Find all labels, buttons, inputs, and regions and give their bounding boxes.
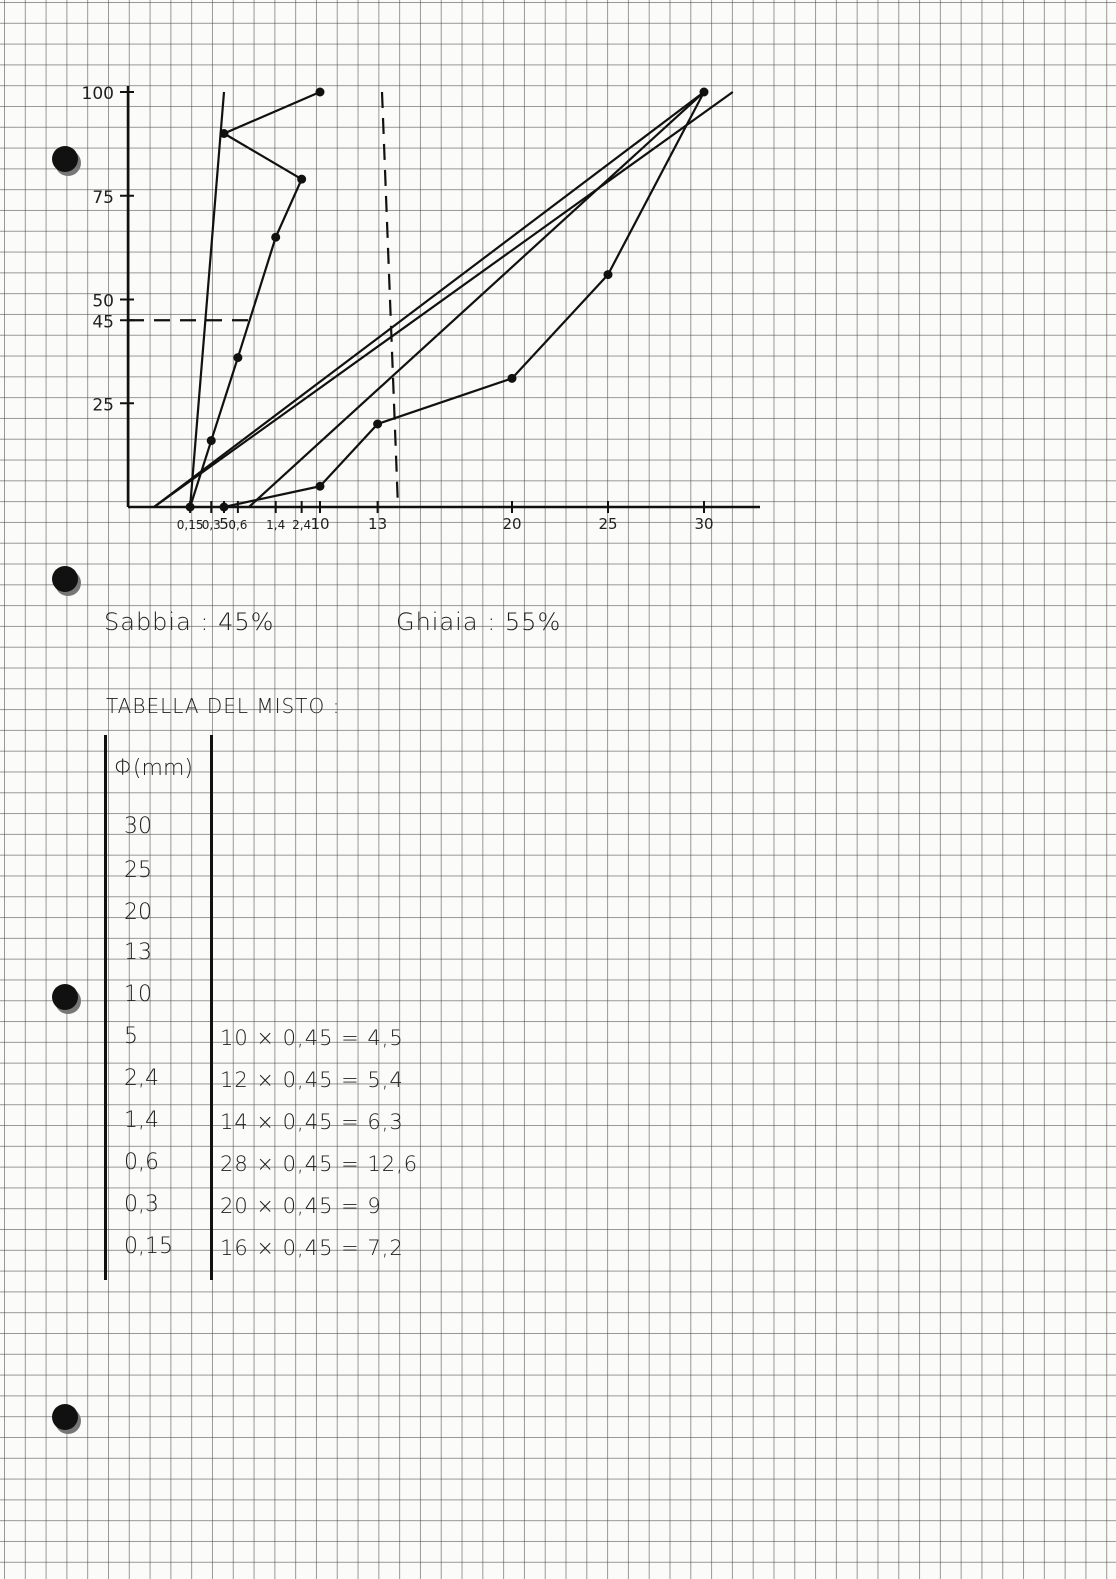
diameter-cell: 5 (124, 1024, 138, 1049)
product-cell: 14 × 0,45 = 6,3 (220, 1110, 404, 1134)
diameter-cell: 0,15 (124, 1234, 173, 1259)
diameter-cell: 20 (124, 900, 152, 925)
series-line-3 (190, 92, 224, 507)
table-title: TABELLA DEL MISTO : (106, 694, 341, 718)
x-tick-label: 0,15 (176, 518, 204, 532)
diameter-cell: 30 (124, 814, 152, 839)
chart-axes (128, 86, 760, 507)
binder-hole-3 (52, 984, 78, 1010)
x-tick-label: 13 (368, 515, 388, 533)
diameter-cell: 1,4 (124, 1108, 159, 1133)
diameter-cell: 10 (124, 982, 152, 1007)
diameter-column-header: Φ(mm) (114, 756, 193, 781)
product-cell: 20 × 0,45 = 9 (220, 1194, 382, 1218)
product-cell: 16 × 0,45 = 7,2 (220, 1236, 404, 1260)
granulometric-chart (0, 0, 1116, 560)
series-line-4 (249, 92, 704, 507)
binder-hole-2 (52, 566, 78, 592)
y-tick-label: 75 (92, 187, 114, 208)
table-left-rule (104, 735, 107, 1280)
data-point (508, 374, 517, 383)
x-tick-label: 0,3 (201, 518, 221, 532)
x-tick-label: 5 (219, 515, 229, 533)
data-point (271, 233, 280, 242)
x-tick-label: 25 (598, 515, 618, 533)
data-point (604, 270, 613, 279)
data-point (316, 482, 325, 491)
series-line-2 (224, 92, 704, 507)
data-point (297, 175, 306, 184)
x-tick-label: 0,6 (228, 518, 248, 532)
sabbia-text: Sabbia : 45% (104, 608, 275, 636)
data-point (207, 436, 216, 445)
y-tick-label: 45 (92, 312, 114, 333)
product-cell: 28 × 0,45 = 12,6 (220, 1152, 419, 1176)
table-divider-rule (210, 735, 213, 1280)
data-point (316, 88, 325, 97)
y-tick-labels (82, 84, 134, 415)
diameter-cell: 25 (124, 858, 152, 883)
diameter-cell: 0,6 (124, 1150, 159, 1175)
diameter-cell: 2,4 (124, 1066, 159, 1091)
x-tick-label: 20 (502, 515, 522, 533)
chart-series (154, 88, 733, 512)
reference-line-vertical (382, 92, 398, 507)
product-cell: 10 × 0,45 = 4,5 (220, 1026, 404, 1050)
series-line-5 (154, 92, 704, 507)
y-tick-label: 100 (81, 84, 114, 104)
x-tick-label: 30 (694, 515, 714, 533)
series-line-6 (154, 92, 733, 507)
ghiaia-text: Ghiaia : 55% (396, 608, 562, 636)
diameter-cell: 0,3 (124, 1192, 159, 1217)
x-tick-label: 1,4 (266, 518, 286, 532)
y-tick-label: 25 (92, 395, 114, 416)
product-cell: 12 × 0,45 = 5,4 (220, 1068, 404, 1092)
x-tick-label: 10 (310, 515, 330, 533)
binder-hole-4 (52, 1404, 78, 1430)
y-tick-label: 50 (92, 291, 114, 312)
data-point (373, 420, 382, 429)
diameter-cell: 13 (124, 940, 152, 965)
x-tick-label: 2,4 (292, 518, 312, 532)
data-point (233, 353, 242, 362)
